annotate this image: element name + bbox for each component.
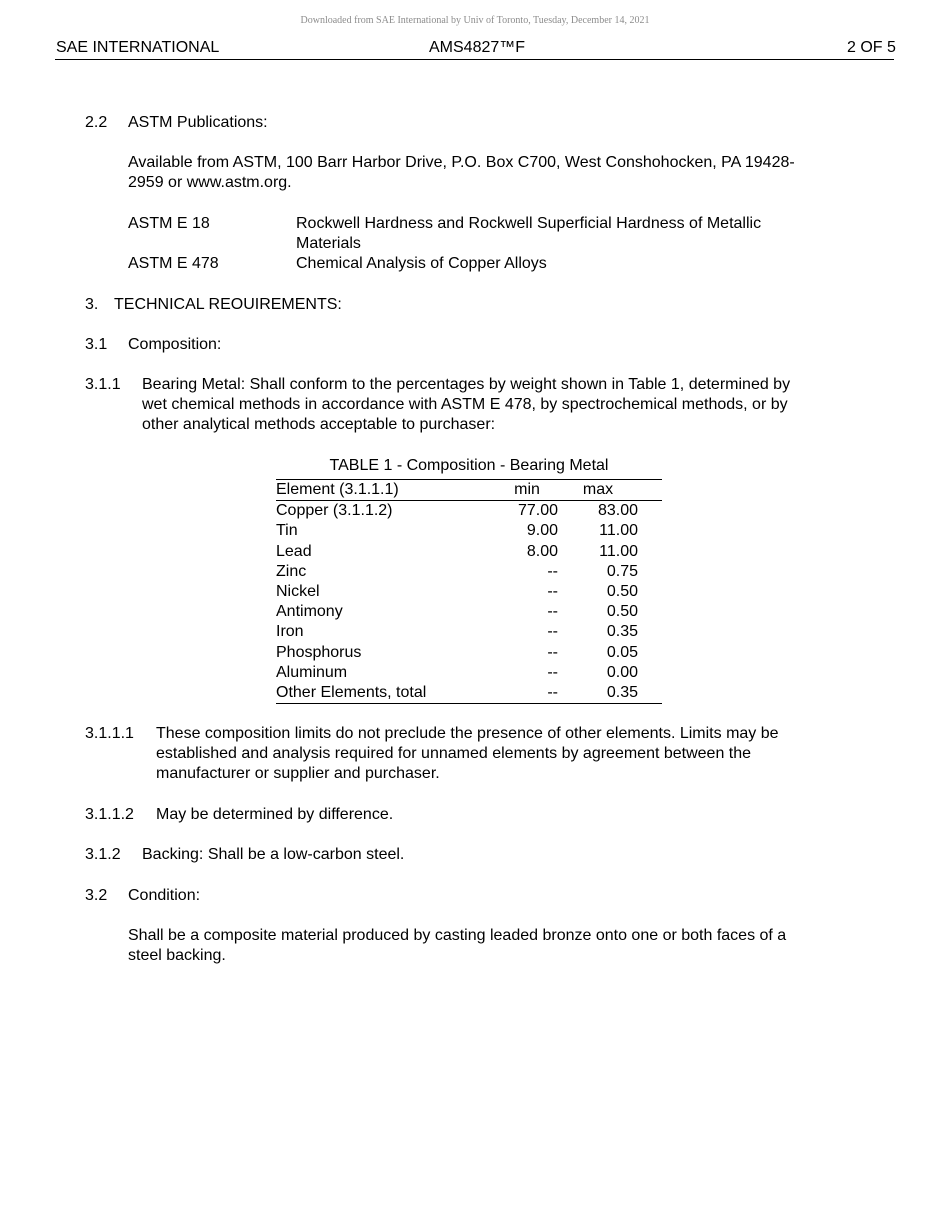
column-spacer [638, 602, 662, 622]
cell-element: Aluminum [276, 663, 348, 681]
table-row [276, 622, 662, 642]
header-org: SAE INTERNATIONAL [56, 39, 220, 56]
cell-element: Tin [276, 522, 298, 540]
section-3-1-2-number: 3.1.2 [85, 846, 121, 863]
section-3-2-text [128, 926, 786, 966]
column-spacer [638, 501, 662, 522]
column-spacer [638, 521, 662, 541]
cell-element: Iron [276, 623, 304, 641]
column-spacer [638, 480, 662, 501]
header-rule [55, 59, 894, 60]
column-spacer [638, 683, 662, 704]
ref-title-line: Rockwell Hardness and Rockwell Superficial Hardness of Metallic [296, 215, 762, 232]
column-header-min: min [514, 481, 540, 499]
cell-max: 0.35 [606, 623, 638, 641]
astm-availability-line: Available from ASTM, 100 Barr Harbor Drive, P.O. Box C700, West Conshohocken, PA 19428- [128, 154, 795, 171]
section-2-2-title: ASTM Publications: [128, 114, 268, 131]
cell-element: Nickel [276, 583, 320, 601]
paragraph-line: established and analysis required for unnamed elements by agreement between the [156, 745, 752, 762]
cell-min: -- [547, 623, 558, 641]
column-spacer [638, 622, 662, 642]
column-spacer [638, 643, 662, 663]
paragraph-line: Bearing Metal: Shall conform to the percentages by weight shown in Table 1, determined by [142, 376, 791, 393]
section-3-2-title: Condition: [128, 887, 201, 904]
ref-title: Chemical Analysis of Copper Alloys [296, 255, 547, 272]
column-spacer [638, 542, 662, 562]
cell-max: 11.00 [599, 542, 638, 560]
section-3-1-1-1-text [156, 724, 779, 784]
cell-element: Lead [276, 542, 312, 560]
cell-max: 0.00 [606, 663, 638, 681]
table-row [276, 521, 662, 541]
cell-element: Phosphorus [276, 643, 362, 661]
column-spacer [638, 562, 662, 582]
ref-code: ASTM E 478 [128, 255, 219, 272]
astm-availability [128, 153, 795, 193]
cell-min: 77.00 [517, 502, 558, 520]
cell-min: 9.00 [526, 522, 558, 540]
header-page-number: 2 OF 5 [847, 39, 896, 56]
section-3-1-1-1-number: 3.1.1.1 [85, 725, 134, 742]
section-2-2-number: 2.2 [85, 114, 108, 131]
table-row [276, 582, 662, 602]
paragraph-line: other analytical methods acceptable to purchaser: [142, 416, 496, 433]
cell-max: 0.50 [606, 603, 638, 621]
cell-max: 0.35 [606, 683, 638, 701]
cell-element: Copper (3.1.1.2) [276, 502, 393, 520]
cell-min: -- [547, 663, 558, 681]
cell-max: 11.00 [599, 522, 638, 540]
cell-min: -- [547, 643, 558, 661]
cell-element: Antimony [276, 603, 343, 621]
paragraph-line: manufacturer or supplier and purchaser. [156, 765, 440, 782]
section-3-1-2-text: Backing: Shall be a low-carbon steel. [142, 846, 405, 863]
table-row [276, 542, 662, 562]
cell-min: -- [547, 683, 558, 701]
header-doc-number: AMS4827™F [429, 39, 526, 56]
table-header-row [276, 480, 662, 501]
cell-max: 0.50 [606, 583, 638, 601]
table-row [276, 602, 662, 622]
ref-code: ASTM E 18 [128, 215, 210, 232]
paragraph-line: These composition limits do not preclude the presence of other elements. Limits may be [156, 725, 779, 742]
cell-element: Other Elements, total [276, 683, 427, 701]
section-3-1-1-2-text: May be determined by difference. [156, 806, 394, 823]
section-3-number: 3. [85, 296, 99, 313]
paragraph-line: steel backing. [128, 947, 226, 964]
column-spacer [638, 663, 662, 683]
section-3-2-number: 3.2 [85, 887, 108, 904]
ref-title-line: Materials [296, 235, 361, 252]
cell-max: 0.05 [606, 643, 638, 661]
section-3-1-1-2-number: 3.1.1.2 [85, 806, 134, 823]
section-3-1-number: 3.1 [85, 336, 108, 353]
ref-title [296, 214, 761, 254]
cell-element: Zinc [276, 562, 307, 580]
column-header-max: max [582, 481, 614, 499]
section-3-title: TECHNICAL REOUIREMENTS: [114, 296, 342, 313]
table-row [276, 562, 662, 582]
paragraph-line: wet chemical methods in accordance with ASTM E 478, by spectrochemical methods, or by [142, 396, 788, 413]
cell-min: -- [547, 562, 558, 580]
download-watermark: Downloaded from SAE International by Univ of Toronto, Tuesday, December 14, 2021 [300, 15, 650, 26]
table-caption: TABLE 1 - Composition - Bearing Metal [329, 457, 609, 474]
cell-max: 83.00 [597, 502, 638, 520]
composition-table [276, 479, 662, 704]
section-3-1-title: Composition: [128, 336, 222, 353]
table-row [276, 683, 662, 704]
table-row [276, 643, 662, 663]
column-spacer [638, 582, 662, 602]
table-row [276, 501, 662, 522]
section-3-1-1-text [142, 375, 790, 435]
astm-availability-line: 2959 or www.astm.org. [128, 174, 292, 191]
column-header-element: Element (3.1.1.1) [276, 481, 399, 499]
table-row [276, 663, 662, 683]
cell-max: 0.75 [606, 562, 638, 580]
paragraph-line: Shall be a composite material produced by casting leaded bronze onto one or both faces of a [128, 927, 787, 944]
cell-min: -- [547, 583, 558, 601]
cell-min: 8.00 [526, 542, 558, 560]
section-3-1-1-number: 3.1.1 [85, 376, 121, 393]
cell-min: -- [547, 603, 558, 621]
